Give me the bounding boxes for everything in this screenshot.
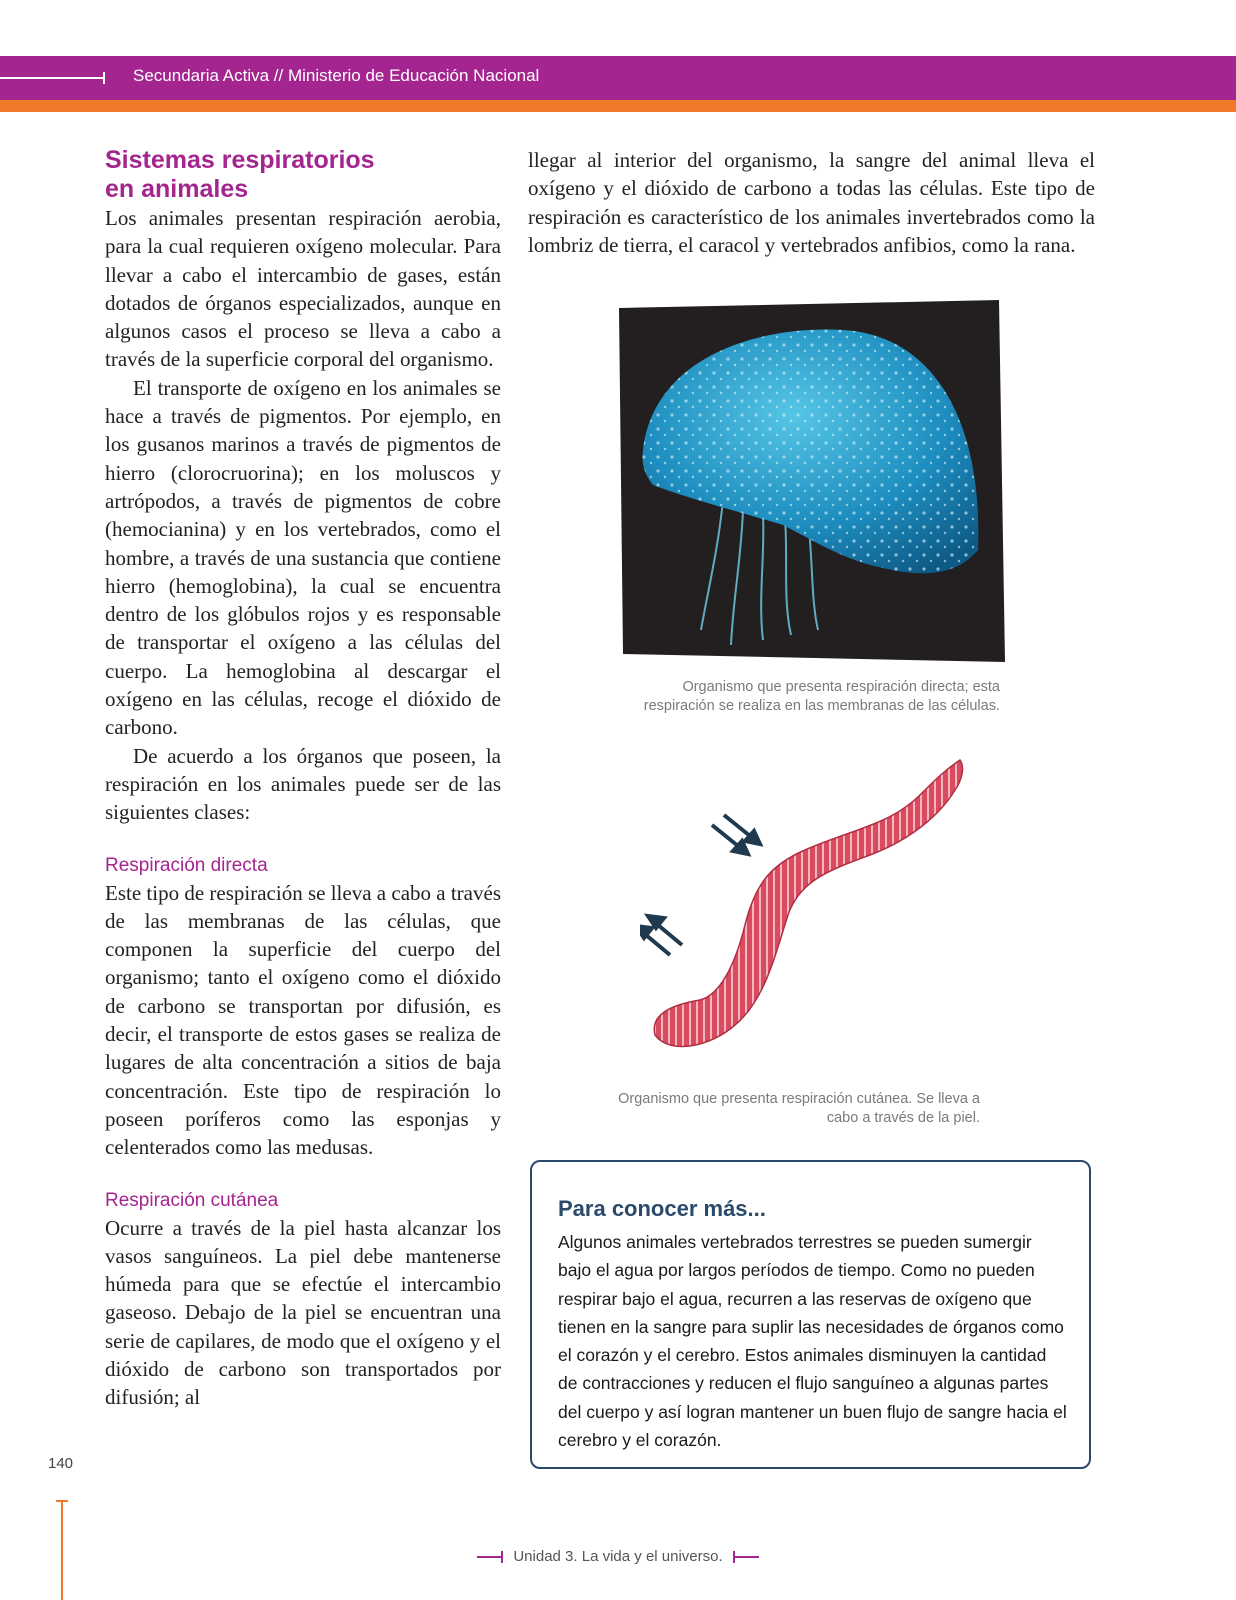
paragraph-classes: De acuerdo a los órganos que poseen, la respiración en los animales puede ser de las siguientes clases: [105, 743, 501, 825]
earthworm-body [654, 760, 962, 1046]
info-box-text: Algunos animales vertebrados terrestres se pueden sumergir bajo el agua por largos períodos de tiempo. Como no pueden respirar bajo el agua, recurren a las reservas de oxígeno que tienen en la sangre para suplir las necesidades de órganos como el corazón y el cerebro. Estos animales disminuyen la cantidad de contracciones y reducen el flujo sanguíneo a algunas partes del cuerpo y así logran mantener un buen flujo de sangre hacia el cerebro y el corazón. [558, 1232, 1067, 1451]
left-column [105, 146, 501, 1412]
info-box-title: Para conocer más... [558, 1196, 766, 1221]
paragraph-continued: llegar al interior del organismo, la sangre del animal lleva el oxígeno y el dióxido de carbono a todas las células. Este tipo de respiración es característico de los animales invertebrados como la lombriz de tierra, el caracol y vertebrados anfibios, como la rana. [528, 148, 1095, 257]
paragraph-direct: Este tipo de respiración se lleva a cabo a través de las membranas de las células, que componen la superficie del cuerpo del organismo; tanto el oxígeno como el dióxido de carbono se transportan por difusión, es decir, el transporte de estos gases se realiza de lugares de alta concentración a sitios de baja concentración. Este tipo de respiración lo poseen poríferos como las esponjas y celenterados como las medusas. [105, 880, 501, 1160]
info-box [530, 1160, 1091, 1469]
header-accent-stripe [0, 100, 1236, 112]
subtitle-cutaneous: Respiración cutánea [105, 1189, 279, 1211]
paragraph-cutaneous: Ocurre a través de la piel hasta alcanzar los vasos sanguíneos. La piel debe mantenerse húmeda para que se efectúe el intercambio gaseoso. Debajo de la piel se encuentran una serie de capilares, de modo que el oxígeno y el dióxido de carbono son transportados por difusión; al [105, 1215, 501, 1410]
arrows-in-icon [712, 815, 760, 854]
paragraph-intro: Los animales presentan respiración aerobia, para la cual requieren oxígeno molecular. Para llevar a cabo el intercambio de gases, están dotados de órganos especializados, aunque en algunos casos el proceso se lleva a cabo a través de la superficie corporal del organismo. [105, 206, 501, 372]
header-rule-tick [103, 72, 105, 84]
jellyfish-illustration [613, 300, 1005, 662]
page-number: 140 [48, 1455, 74, 1472]
footer-rule-left [477, 1556, 503, 1558]
subtitle-direct: Respiración directa [105, 854, 268, 876]
right-column [528, 146, 1095, 259]
footer-unit: Unidad 3. [513, 1548, 578, 1565]
footer-title: La vida y el universo. [581, 1548, 723, 1565]
caption-earthworm: Organismo que presenta respiración cutánea. Se lleva a cabo a través de la piel. [618, 1091, 980, 1126]
section-title [105, 146, 501, 204]
section-title-line1: Sistemas respiratorios [105, 146, 375, 174]
section-title-line2: en animales [105, 175, 249, 203]
caption-jellyfish: Organismo que presenta respiración directa; esta respiración se realiza en las membranas de las células. [643, 679, 1000, 714]
footer-rule-right [733, 1556, 759, 1558]
header-rule [0, 77, 104, 79]
earthworm-illustration [640, 755, 990, 1055]
footer [0, 1548, 1236, 1565]
arrows-out-icon [640, 916, 682, 955]
header-title: Secundaria Activa // Ministerio de Educación Nacional [133, 66, 540, 85]
paragraph-pigments: El transporte de oxígeno en los animales se hace a través de pigmentos. Por ejemplo, en los gusanos marinos a través de pigmentos de hierro (clorocruorina); en los moluscos y artrópodos, a través de pigmentos de cobre (hemocianina) y en los vertebrados, como el hombre, a través de una sustancia que contiene hierro (hemoglobina), la cual se encuentra dentro de los glóbulos rojos y es responsable de transportar el oxígeno a las células del cuerpo. La hemoglobina al descargar el oxígeno en las células, recoge el dióxido de carbono. [105, 375, 501, 740]
